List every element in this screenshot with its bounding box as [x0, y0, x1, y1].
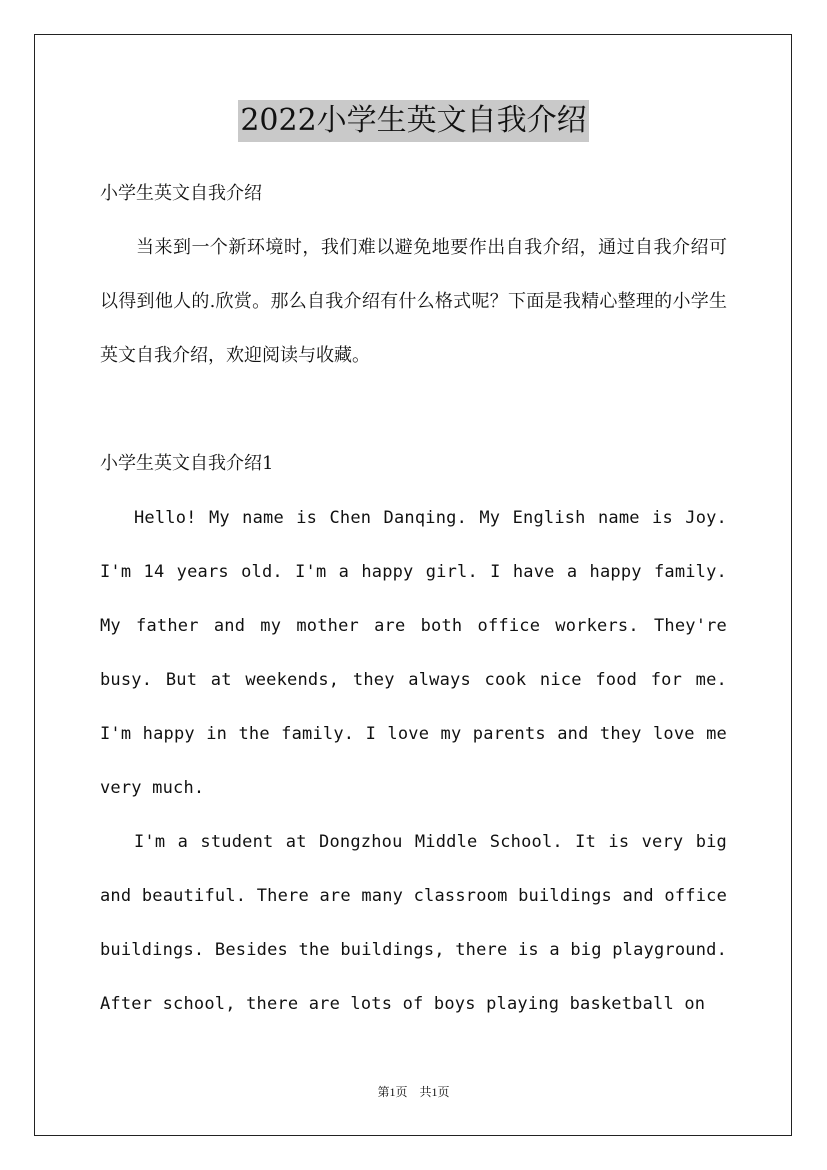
english-paragraph-2: I'm a student at Dongzhou Middle School. It is very big and beautiful. There are many classroom buildings and office buildings. Besides the buildings, there is a big playground. After school, there are lots of boys playing basketball on: [100, 832, 727, 1014]
english-paragraph-1: Hello! My name is Chen Danqing. My English name is Joy. I'm 14 years old. I'm a happy girl. I have a happy family. My father and my mother are both office workers. They're busy. But at weekends, they always cook nice food for me. I'm happy in the family. I love my parents and they love me very much.: [100, 508, 727, 798]
page-footer: 第1页 共1页: [377, 1085, 450, 1099]
title-container: [0, 100, 827, 142]
intro-paragraph: 当来到一个新环境时，我们难以避免地要作出自我介绍，通过自我介绍可以得到他人的.欣赏。那么自我介绍有什么格式呢？下面是我精心整理的小学生英文自我介绍，欢迎阅读与收藏。: [100, 237, 727, 366]
document-title: 2022小学生英文自我介绍: [238, 100, 588, 142]
section-heading-intro: 小学生英文自我介绍: [100, 183, 262, 204]
section-heading-1: 小学生英文自我介绍1: [100, 453, 274, 474]
blank-line: [100, 383, 727, 437]
document-body: [100, 167, 727, 1031]
